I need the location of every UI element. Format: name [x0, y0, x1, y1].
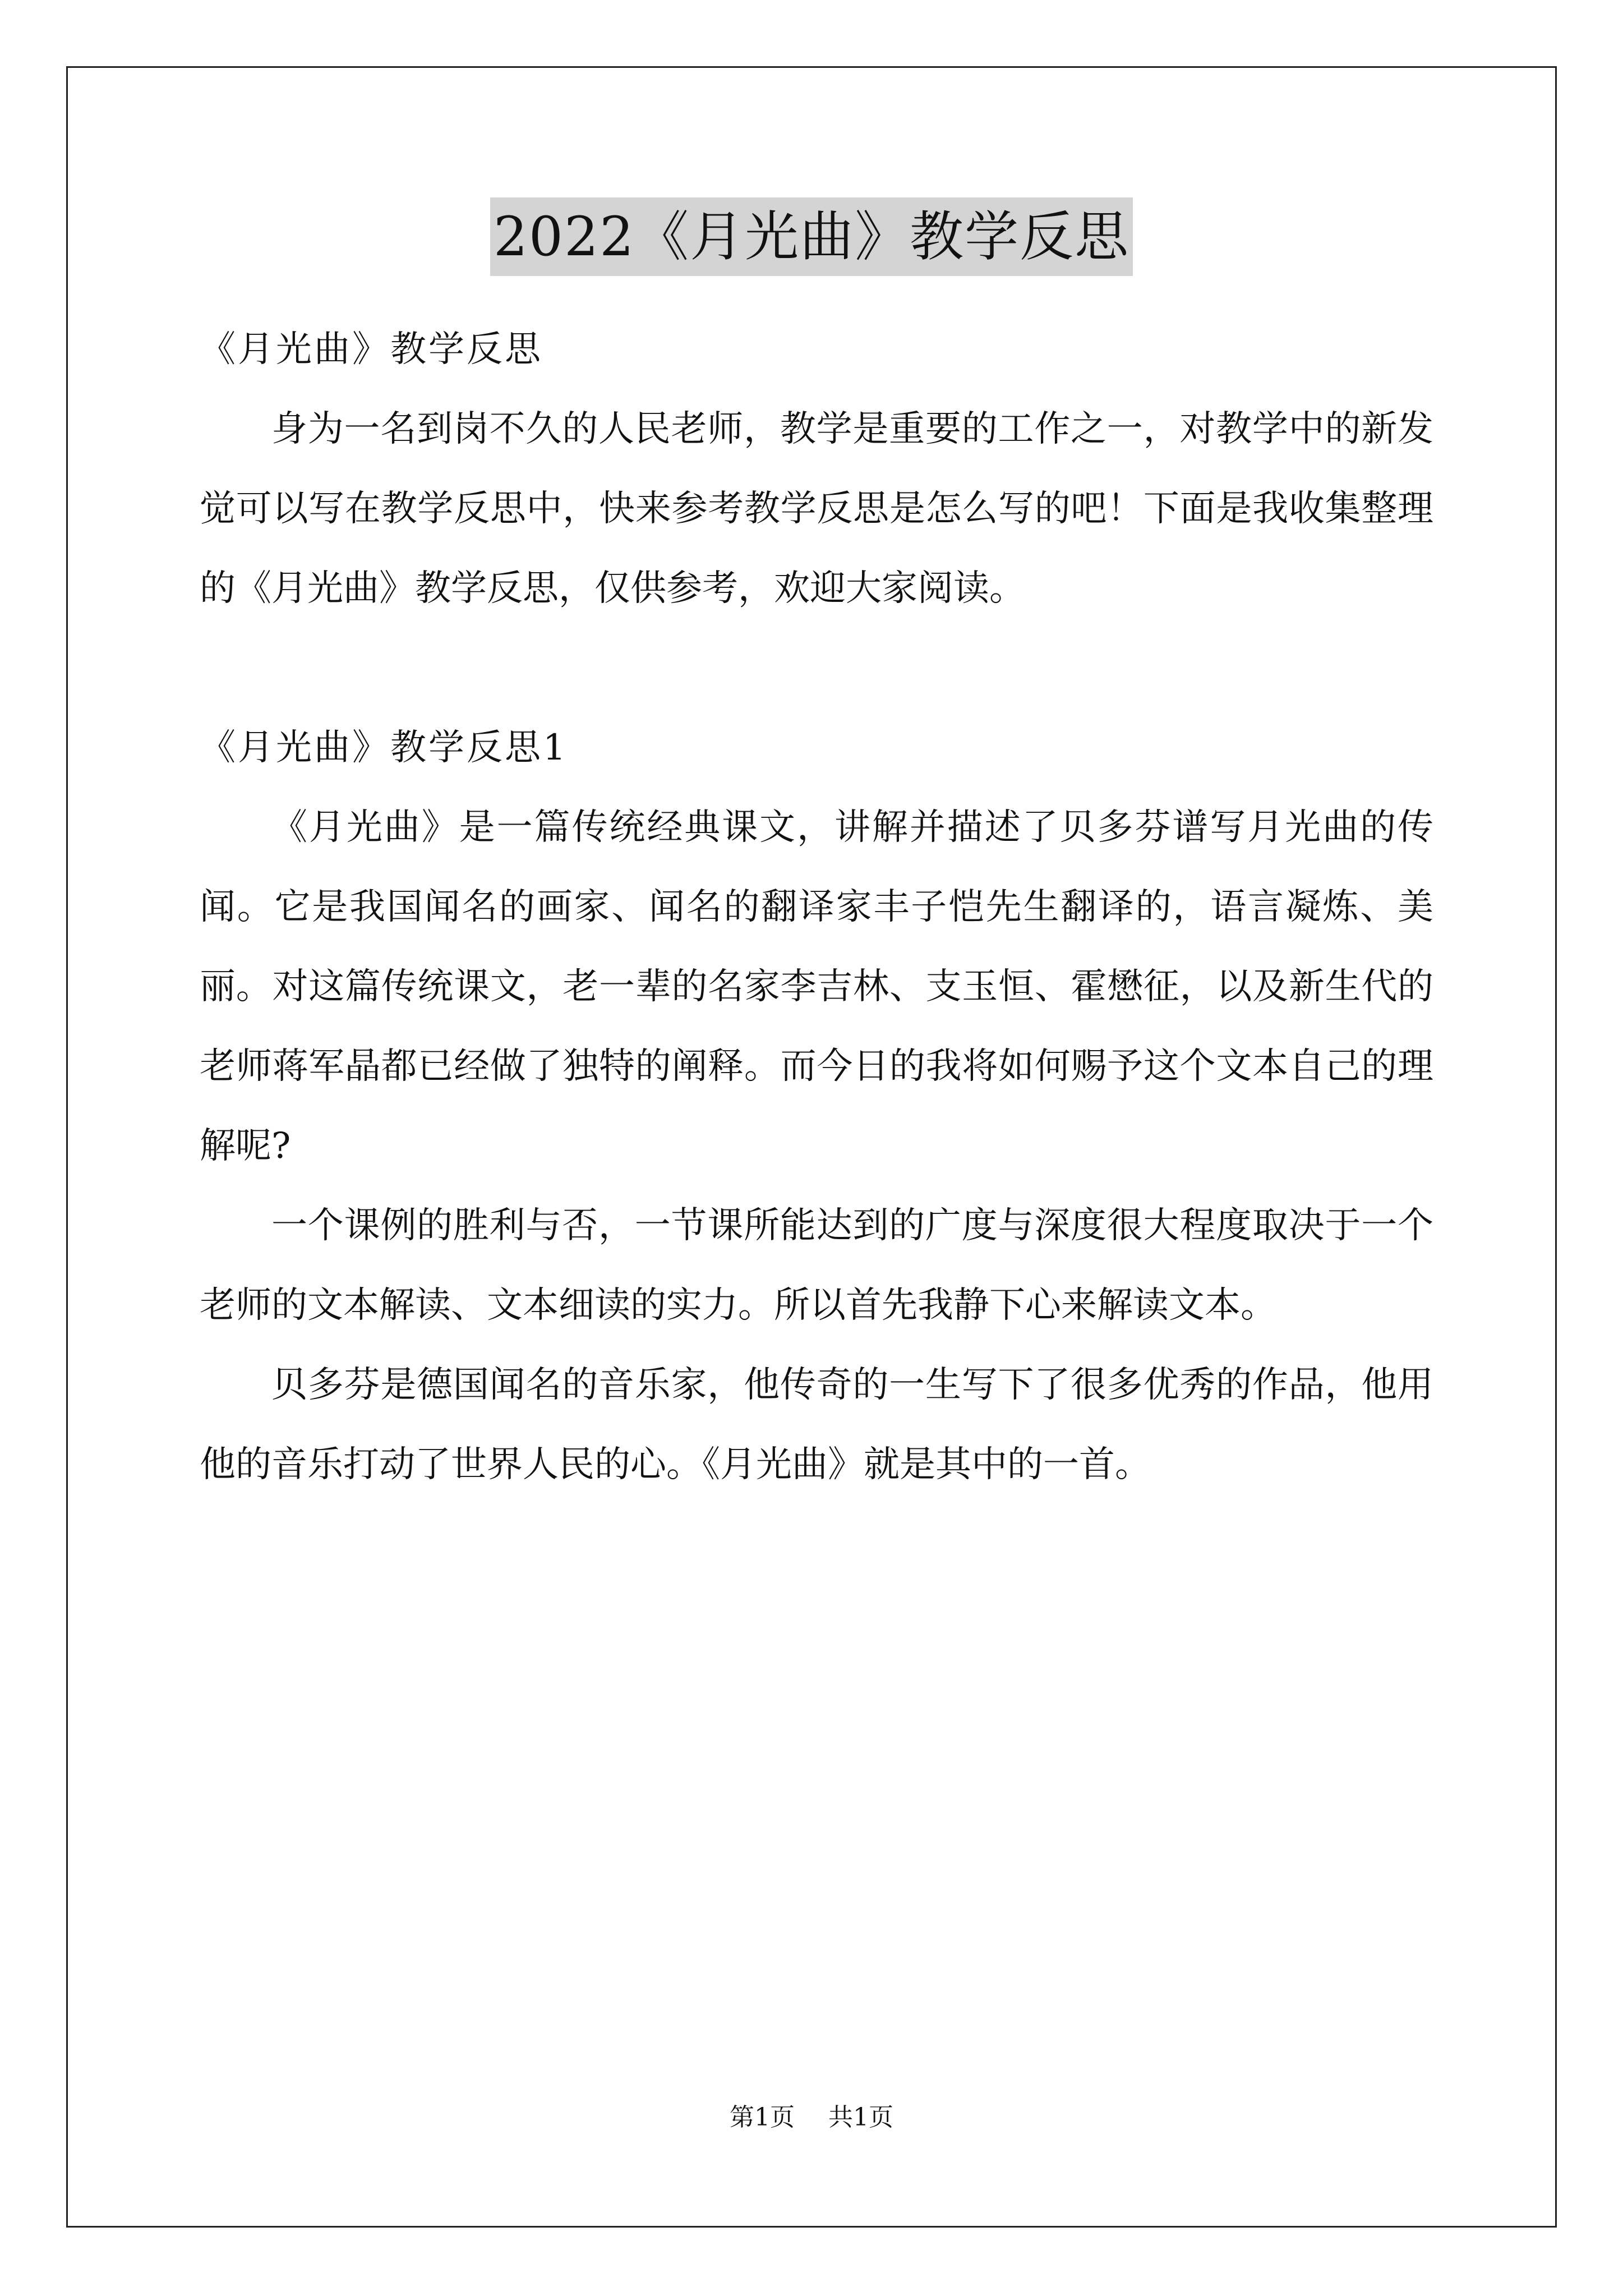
page-number-total: 共1页 [828, 2103, 893, 2132]
section-1-paragraph-2: 一个课例的胜利与否，一节课所能达到的广度与深度很大程度取决于一个老师的文本解读、文本细读的实力。所以首先我静下心来解读文本。 [200, 1205, 1433, 1326]
page-footer [0, 2101, 1623, 2134]
section-1-heading: 《月光曲》教学反思1 [200, 727, 568, 769]
section-1-paragraph-1: 《月光曲》是一篇传统经典课文，讲解并描述了贝多芬谱写月光曲的传闻。它是我国闻名的画家、闻名的翻译家丰子恺先生翻译的，语言凝炼、美丽。对这篇传统课文，老一辈的名家李吉林、支玉恒、霍懋征，以及新生代的老师蒋军晶都已经做了独特的阐释。而今日的我将如何赐予这个文本自己的理解呢? [200, 807, 1433, 1167]
section-1-paragraph-3: 贝多芬是德国闻名的音乐家，他传奇的一生写下了很多优秀的作品，他用他的音乐打动了世界人民的心。《月光曲》就是其中的一首。 [200, 1364, 1433, 1485]
intro-heading: 《月光曲》教学反思 [200, 329, 543, 370]
title-container [0, 197, 1623, 276]
page-number-current: 第1页 [730, 2103, 795, 2132]
intro-paragraph: 身为一名到岗不久的人民老师，教学是重要的工作之一，对教学中的新发觉可以写在教学反思中，快来参考教学反思是怎么写的吧！下面是我收集整理的《月光曲》教学反思，仅供参考，欢迎大家阅读。 [200, 408, 1433, 609]
document-title: 2022《月光曲》教学反思 [490, 197, 1133, 276]
document-body [200, 310, 1433, 1504]
